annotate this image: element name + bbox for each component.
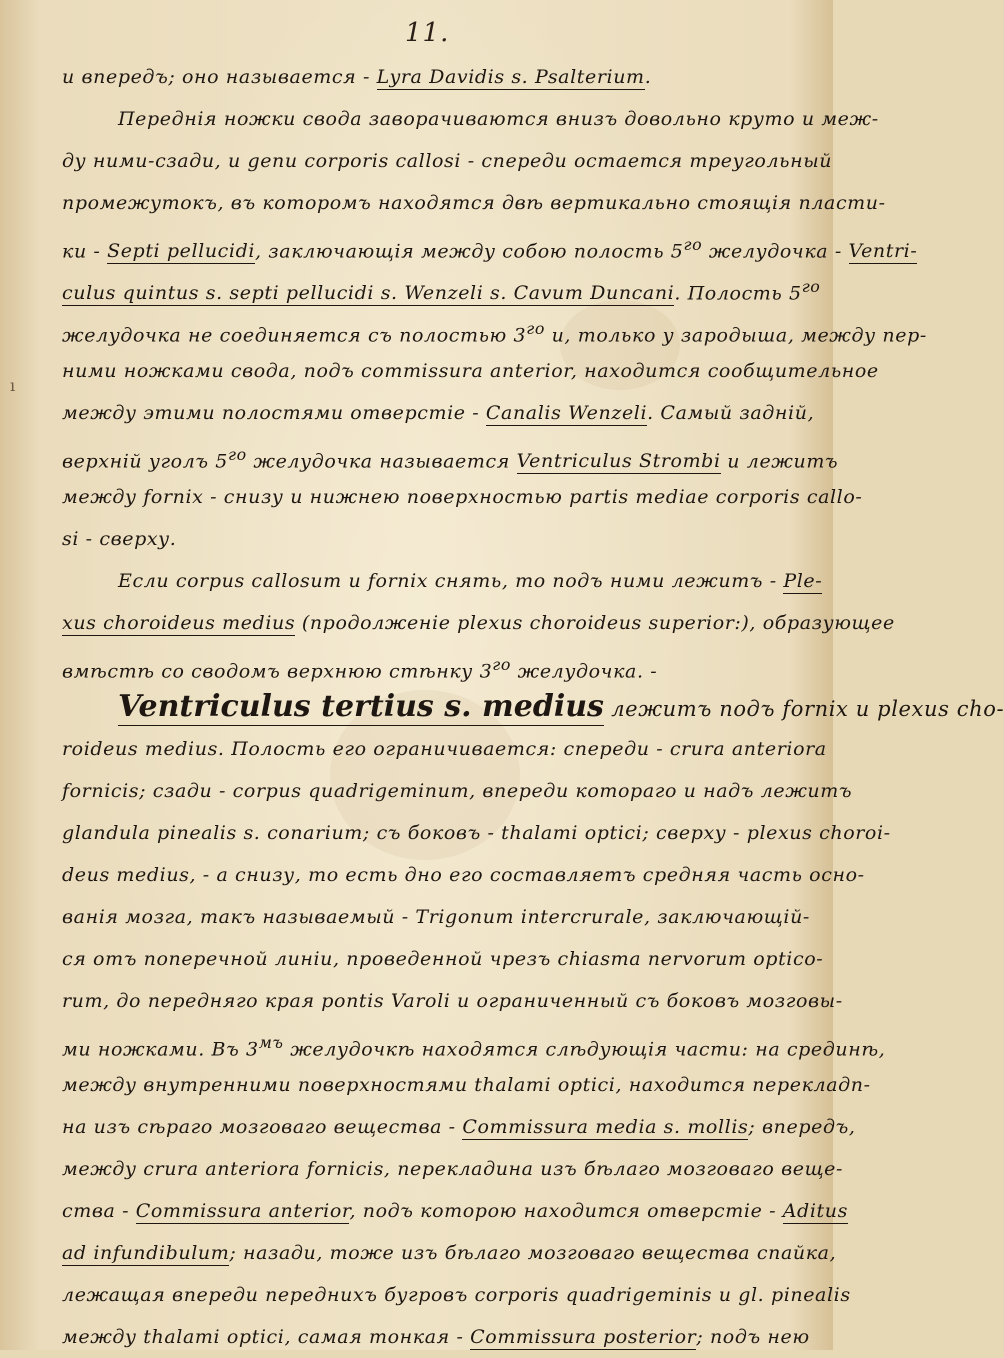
text-segment: ки -: [62, 240, 108, 263]
text-line: [62, 224, 918, 266]
text-line: [62, 140, 833, 182]
text-line: [62, 1022, 886, 1064]
text-segment: лежащая впереди переднихъ бугровъ corporis quadrigeminis и gl. pinealis: [62, 1284, 851, 1306]
text-segment: желудочкѣ находятся слѣдующія части: на срединѣ,: [283, 1038, 886, 1061]
text-line: [62, 476, 863, 518]
text-segment: - спереди остается треугольный: [461, 150, 833, 172]
text-segment: roideus medius. Полость его ограничивается: спереди - crura anteriora: [62, 738, 827, 760]
text-line: [62, 770, 853, 812]
underlined-term: Ple-: [783, 570, 823, 592]
text-segment: желудочка называется: [246, 450, 517, 473]
text-line: [62, 308, 927, 350]
text-segment: . Полость 5: [674, 282, 802, 305]
text-segment: верхній уголъ 5: [62, 450, 229, 473]
text-segment: ; назади, тоже изъ бѣлаго мозговаго вещества спайка,: [229, 1242, 837, 1264]
underlined-term: Canalis Wenzeli: [485, 402, 648, 424]
section-heading: Ventriculus tertius s. medius: [118, 689, 604, 724]
text-segment: между crura anteriora fornicis, перекладина изъ бѣлаго мозговаго веще-: [62, 1158, 844, 1180]
text-segment: и впередъ; оно называется -: [62, 66, 377, 88]
text-line: [62, 182, 886, 224]
superscript: го: [492, 655, 511, 674]
underlined-term: culus quintus s. septi pellucidi s. Wenzeli s. Cavum Duncani: [62, 282, 675, 305]
text-segment: rum, до передняго края pontis Varoli и ограниченный съ боковъ мозговы-: [62, 990, 843, 1012]
section-heading-line: [62, 686, 1004, 728]
superscript: мъ: [258, 1033, 284, 1052]
text-segment: ства -: [62, 1200, 136, 1222]
text-segment: ду ними-сзади, и: [62, 150, 248, 172]
text-segment: , заключающія между собою полость 5: [255, 240, 684, 263]
underlined-term: Commissura anterior: [135, 1200, 350, 1222]
underlined-term: Commissura posterior: [470, 1326, 697, 1348]
text-segment: deus medius, - а снизу, то есть дно его составляетъ средняя часть осно-: [62, 864, 865, 886]
text-line: [62, 392, 815, 434]
text-line: [62, 602, 895, 644]
text-line: [62, 350, 879, 392]
text-line: [62, 812, 891, 854]
underlined-term: Lyra Davidis s. Psalterium: [376, 66, 645, 88]
text-segment: , подъ которою находится отверстіе -: [349, 1200, 783, 1222]
text-segment: ; подъ нею: [696, 1326, 810, 1348]
text-segment: и, только у зародыша, между пер-: [544, 324, 927, 347]
text-line: [62, 434, 839, 476]
text-segment: желудочка. -: [511, 660, 658, 683]
text-segment: между thalami optici, самая тонкая -: [62, 1326, 471, 1348]
text-line: [62, 896, 812, 938]
text-line: [62, 518, 812, 560]
underlined-term: Ventri-: [848, 240, 918, 263]
text-line: [62, 560, 823, 602]
text-segment: .: [644, 66, 652, 88]
superscript: го: [228, 445, 247, 464]
page-number: 11.: [405, 18, 450, 48]
underlined-term: xus choroideus medius: [62, 612, 296, 634]
latin-term: genu corporis callosi: [247, 150, 462, 172]
text-segment: (продолженіе plexus choroideus superior:), образующее: [295, 612, 895, 634]
text-line: [62, 1106, 856, 1148]
text-segment: лежитъ подъ fornix и plexus cho-: [603, 697, 1004, 721]
text-line: [62, 56, 812, 98]
text-segment: ми ножками. Въ 3: [62, 1038, 259, 1061]
text-segment: ; впередъ,: [748, 1116, 856, 1138]
text-segment: между fornix - снизу и нижнею поверхностью partis mediae corporis callo-: [62, 486, 863, 508]
underlined-term: Septi pellucidi: [107, 240, 256, 263]
underlined-term: Commissura media s. mollis: [462, 1116, 749, 1138]
text-line: [62, 854, 865, 896]
text-segment: . Самый задній,: [647, 402, 815, 424]
text-line: [62, 644, 812, 686]
text-segment: желудочка -: [702, 240, 849, 263]
text-segment: и лежитъ: [720, 450, 839, 473]
text-line: [62, 1064, 871, 1106]
superscript: го: [683, 235, 703, 254]
underlined-term: Aditus: [782, 1200, 848, 1222]
superscript: го: [526, 319, 545, 338]
underlined-term: ad infundibulum: [62, 1242, 230, 1264]
text-segment: между этими полостями отверстіе -: [62, 402, 486, 424]
text-segment: вмѣстѣ со сводомъ верхнюю стѣнку 3: [62, 660, 493, 683]
text-segment: glandula pinealis s. conarium; съ боковъ - thalami optici; сверху - plexus choroi-: [62, 822, 891, 844]
text-line: [62, 1274, 851, 1316]
text-segment: промежутокъ, въ которомъ находятся двѣ вертикально стоящія пласти-: [62, 192, 886, 214]
text-segment: Переднія ножки свода заворачиваются внизъ довольно круто и меж-: [118, 108, 879, 130]
text-line: [62, 98, 879, 140]
text-segment: между внутренними поверхностями thalami optici, находится перекладп-: [62, 1074, 871, 1096]
text-segment: si - сверху.: [62, 528, 177, 550]
text-line: [62, 1190, 848, 1232]
text-segment: на изъ сѣраго мозговаго вещества -: [62, 1116, 463, 1138]
underlined-term: Ventriculus Strombi: [516, 450, 721, 473]
text-segment: ся отъ поперечной линіи, проведенной чрезъ chiasma nervorum optico-: [62, 948, 824, 970]
handwritten-text: [62, 56, 1004, 1358]
text-line: [62, 938, 824, 980]
text-segment: Если corpus callosum и fornix снять, то подъ ними лежитъ -: [118, 570, 784, 592]
text-line: [62, 1148, 844, 1190]
text-line: [62, 1316, 812, 1358]
text-segment: ними ножками свода, подъ commissura anterior, находится сообщительное: [62, 360, 879, 382]
text-segment: fornicis; сзади - corpus quadrigeminum, впереди котораго и надъ лежитъ: [62, 780, 853, 802]
text-segment: желудочка не соединяется съ полостью 3: [62, 324, 527, 347]
text-line: [62, 1232, 837, 1274]
superscript: го: [801, 277, 821, 296]
text-line: [62, 980, 843, 1022]
text-line: [62, 266, 821, 308]
margin-mark: ı: [10, 376, 16, 395]
text-segment: ванія мозга, такъ называемый - Trigonum intercrurale, заключающій-: [62, 906, 810, 928]
text-line: [62, 728, 827, 770]
